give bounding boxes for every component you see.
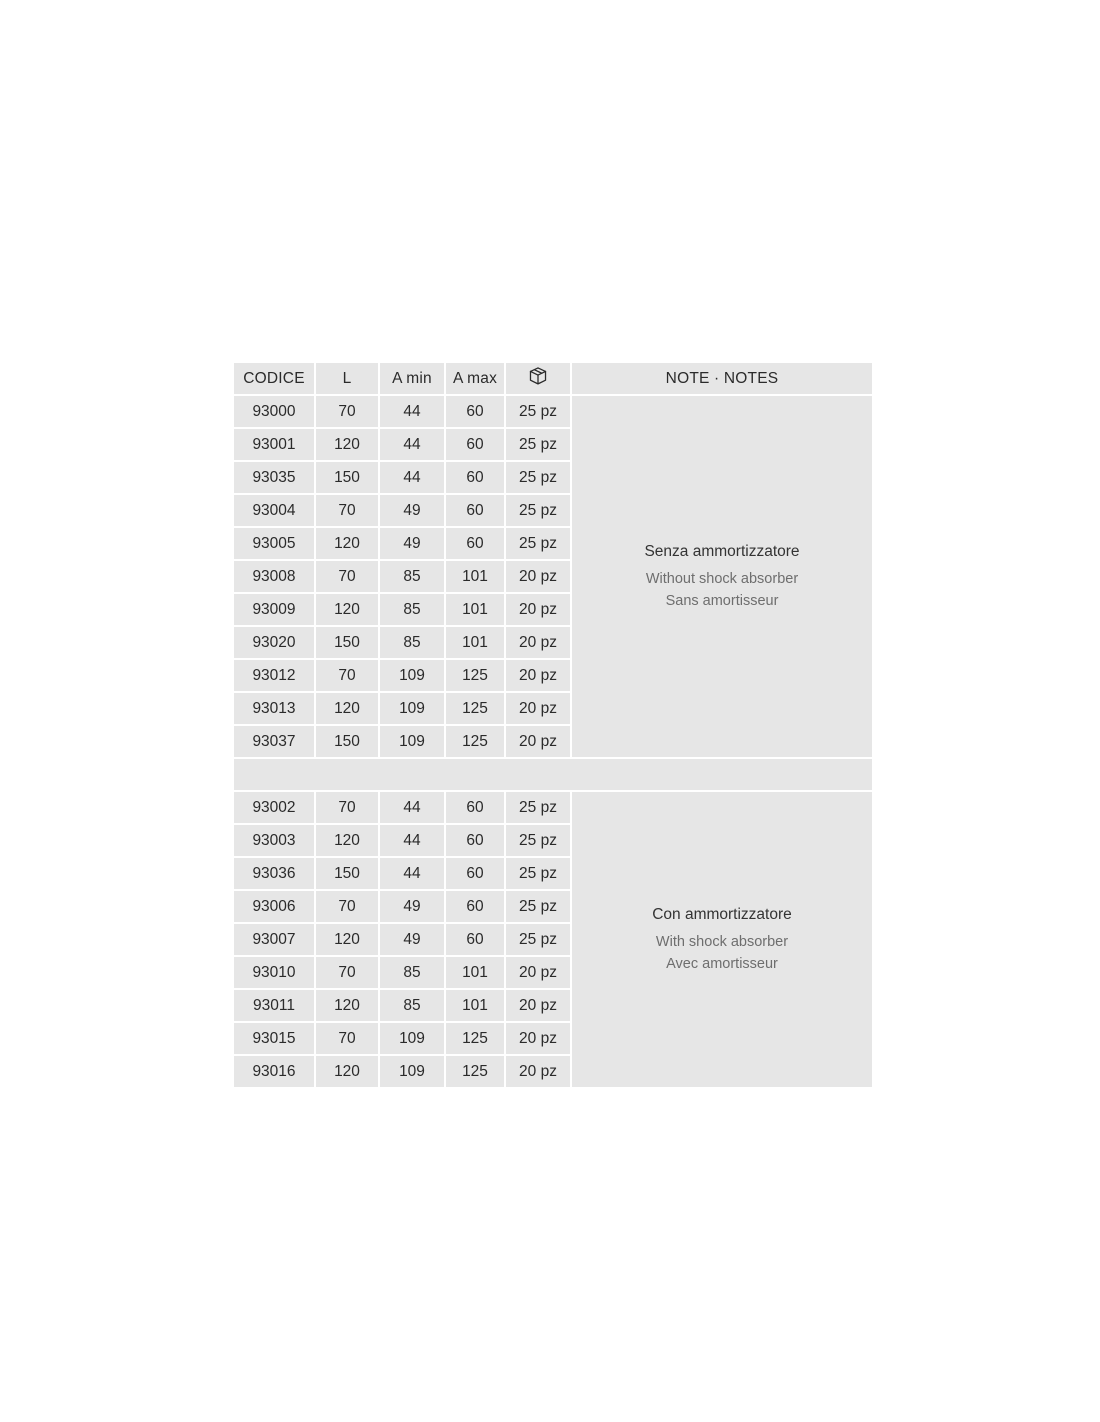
cell-amax: 60 (446, 858, 504, 889)
cell-pack: 25 pz (506, 462, 570, 493)
cell-amax: 60 (446, 495, 504, 526)
cell-pack: 20 pz (506, 660, 570, 691)
cell-amax: 60 (446, 528, 504, 559)
cell-l: 150 (316, 726, 378, 757)
cell-l: 150 (316, 627, 378, 658)
table-header (234, 363, 872, 394)
note-english: Without shock absorber (645, 570, 799, 587)
cell-amax: 125 (446, 660, 504, 691)
group-spacer-row (234, 759, 872, 790)
cell-code: 93005 (234, 528, 314, 559)
cell-pack: 25 pz (506, 528, 570, 559)
cell-amax: 101 (446, 594, 504, 625)
cell-amax: 125 (446, 1023, 504, 1054)
cell-pack: 20 pz (506, 726, 570, 757)
cell-l: 70 (316, 561, 378, 592)
cell-amax: 101 (446, 957, 504, 988)
cell-code: 93008 (234, 561, 314, 592)
cell-l: 120 (316, 594, 378, 625)
cell-pack: 20 pz (506, 594, 570, 625)
cell-pack: 25 pz (506, 495, 570, 526)
cell-code: 93007 (234, 924, 314, 955)
cell-amin: 109 (380, 693, 444, 724)
cell-l: 120 (316, 429, 378, 460)
cell-amax: 60 (446, 825, 504, 856)
cell-code: 93016 (234, 1056, 314, 1087)
cell-amin: 109 (380, 1056, 444, 1087)
header-a-min: A min (380, 363, 444, 394)
cell-code: 93001 (234, 429, 314, 460)
note-french: Sans amortisseur (665, 593, 779, 610)
cell-code: 93035 (234, 462, 314, 493)
cell-code: 93011 (234, 990, 314, 1021)
cell-pack: 25 pz (506, 429, 570, 460)
cell-pack: 25 pz (506, 396, 570, 427)
cell-l: 70 (316, 495, 378, 526)
cell-amax: 60 (446, 924, 504, 955)
cell-amin: 49 (380, 924, 444, 955)
spec-table-container (232, 361, 866, 1089)
cell-pack: 25 pz (506, 924, 570, 955)
cell-amin: 49 (380, 528, 444, 559)
cell-code: 93006 (234, 891, 314, 922)
cell-amax: 101 (446, 627, 504, 658)
cell-amin: 44 (380, 858, 444, 889)
cell-pack: 20 pz (506, 561, 570, 592)
cell-code: 93012 (234, 660, 314, 691)
header-codice: CODICE (234, 363, 314, 394)
cell-amin: 44 (380, 792, 444, 823)
cell-amin: 44 (380, 462, 444, 493)
cell-amin: 44 (380, 429, 444, 460)
cell-amax: 60 (446, 792, 504, 823)
cell-amax: 125 (446, 726, 504, 757)
cell-pack: 20 pz (506, 1023, 570, 1054)
product-spec-table (232, 361, 874, 1089)
cell-pack: 25 pz (506, 858, 570, 889)
cell-amin: 85 (380, 990, 444, 1021)
header-notes: NOTE · NOTES (572, 363, 872, 394)
cell-code: 93010 (234, 957, 314, 988)
cell-amin: 44 (380, 396, 444, 427)
cell-l: 70 (316, 396, 378, 427)
cell-pack: 20 pz (506, 990, 570, 1021)
cell-amax: 60 (446, 396, 504, 427)
header-packaging (506, 363, 570, 394)
table-body (234, 396, 872, 1087)
cell-amin: 109 (380, 660, 444, 691)
cell-l: 150 (316, 858, 378, 889)
cell-l: 120 (316, 825, 378, 856)
cell-amax: 125 (446, 1056, 504, 1087)
cell-code: 93037 (234, 726, 314, 757)
header-row (234, 363, 872, 394)
cell-pack: 25 pz (506, 891, 570, 922)
cell-l: 150 (316, 462, 378, 493)
cell-amax: 101 (446, 561, 504, 592)
cell-l: 70 (316, 891, 378, 922)
cell-code: 93004 (234, 495, 314, 526)
cell-amax: 60 (446, 429, 504, 460)
cell-amax: 60 (446, 891, 504, 922)
cell-pack: 20 pz (506, 693, 570, 724)
cell-l: 70 (316, 792, 378, 823)
cell-amin: 85 (380, 594, 444, 625)
header-a-max: A max (446, 363, 504, 394)
cell-l: 120 (316, 528, 378, 559)
cell-amin: 49 (380, 891, 444, 922)
cell-amin: 44 (380, 825, 444, 856)
table-row (234, 396, 872, 427)
cell-amax: 60 (446, 462, 504, 493)
box-icon (527, 365, 549, 387)
cell-code: 93003 (234, 825, 314, 856)
cell-l: 120 (316, 693, 378, 724)
cell-amin: 85 (380, 627, 444, 658)
cell-code: 93015 (234, 1023, 314, 1054)
cell-pack: 20 pz (506, 1056, 570, 1087)
table-row (234, 792, 872, 823)
cell-l: 70 (316, 1023, 378, 1054)
note-cell (572, 396, 872, 757)
cell-amin: 85 (380, 561, 444, 592)
cell-pack: 20 pz (506, 627, 570, 658)
header-l: L (316, 363, 378, 394)
group-spacer-cell (234, 759, 872, 790)
note-english: With shock absorber (655, 933, 789, 950)
cell-amin: 109 (380, 726, 444, 757)
note-italian: Senza ammortizzatore (644, 543, 800, 561)
cell-code: 93013 (234, 693, 314, 724)
cell-code: 93020 (234, 627, 314, 658)
note-italian: Con ammortizzatore (652, 906, 792, 924)
cell-l: 120 (316, 990, 378, 1021)
cell-l: 120 (316, 1056, 378, 1087)
cell-amin: 85 (380, 957, 444, 988)
cell-pack: 25 pz (506, 792, 570, 823)
cell-l: 70 (316, 957, 378, 988)
cell-code: 93036 (234, 858, 314, 889)
cell-amin: 49 (380, 495, 444, 526)
cell-code: 93000 (234, 396, 314, 427)
cell-amin: 109 (380, 1023, 444, 1054)
cell-amax: 101 (446, 990, 504, 1021)
cell-code: 93002 (234, 792, 314, 823)
cell-pack: 25 pz (506, 825, 570, 856)
note-cell (572, 792, 872, 1087)
cell-code: 93009 (234, 594, 314, 625)
cell-l: 120 (316, 924, 378, 955)
cell-amax: 125 (446, 693, 504, 724)
cell-l: 70 (316, 660, 378, 691)
note-french: Avec amortisseur (666, 956, 778, 973)
cell-pack: 20 pz (506, 957, 570, 988)
